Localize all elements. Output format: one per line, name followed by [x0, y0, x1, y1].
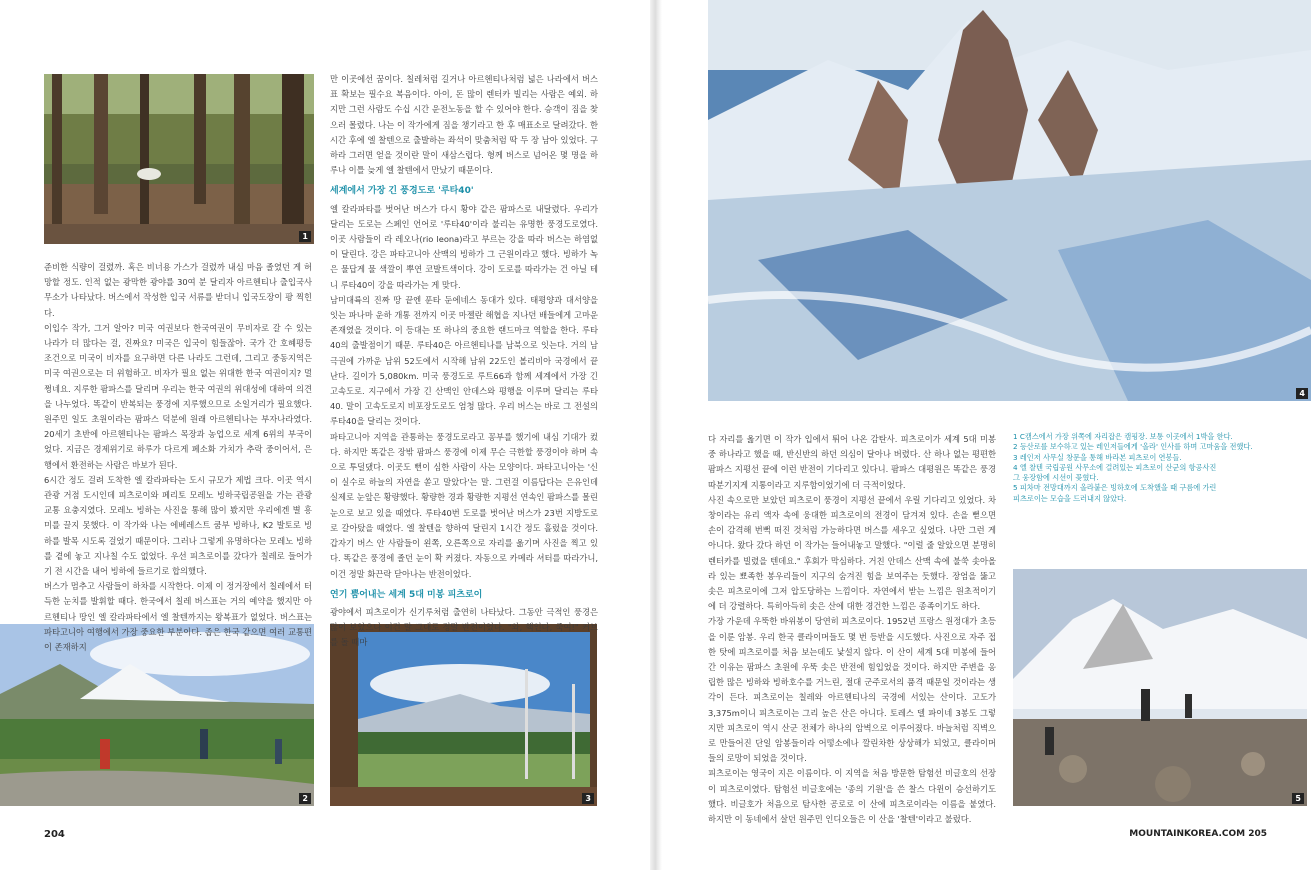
right-page-column: [708, 432, 996, 825]
article-paragraph: 파타고니아 지역을 관통하는 풍경도로라고 꽁부를 했기에 내심 기대가 컸다. 하지만 똑같은 장밖 팜파스 풍경에 이제 무슨 극한할 풍경이야 하며 속으로 투덜댔다. 이곳도 뻔이 심한 사람이 사는 모양이다. 파타고니아는 '신이 실수로 하늘의 자연을 쏟고 말았다'는 말. 그런걸 이름답다는 은유인데 실제로 눈앞은 황량했다. 황량한 경과 황량한 지평선 연속인 팜파스를 몰린 눈으로 보고 있을 때였다. 루타40번 도로를 벗어난 버스가 23번 지방도로로 갈아탔을 때였다. 엘 찰텐을 향하여 달린지 1시간 정도 흘렀을 것이다. 갑자기 버스 안 사람들이 왼쪽, 오른쪽으로 자리를 옮기며 사진을 찍고 있다. 똑같은 풍경에 졸던 눈이 확 커졌다. 자동으로 카메라 셔터를 따라가니, 이건 정말 화끈락 닫아나는 반전이었다.: [330, 431, 598, 579]
article-paragraph: 피츠로이는 영국이 지은 이름이다. 이 지역을 처음 방문한 탐험선 비글호의 선장이 피츠로이였다. 탐험선 비글호에는 '종의 기원'을 쓴 찰스 다윈이 승선하기도 했다. 비글호가 처음으로 탐사한 공로로 이 산에 피츠로이라는 이름을 붙였다. 하지만 이 동네에서 살던 원주민 인디오들은 이 산을 '찰텐'이라고 불렀다.: [708, 768, 996, 825]
page-gutter: [650, 0, 662, 870]
photo-captions: [1013, 432, 1253, 504]
caption-line: 피츠로이는 모습을 드러내지 않았다.: [1013, 493, 1127, 503]
photo-glacier-viewpoint: [1013, 569, 1307, 806]
section-heading-fitzroy: 연기 뿜어내는 세계 5대 미봉 피츠로이: [330, 589, 483, 600]
caption-line: 그 웅장함에 시선이 꽂혔다.: [1013, 473, 1099, 483]
photo-number-1: 1: [299, 231, 311, 242]
photo-number-3: 3: [582, 793, 594, 804]
photo-number-4: 4: [1296, 388, 1308, 399]
section-heading-route40: 세계에서 가장 긴 풍경도로 '루타40': [330, 186, 474, 197]
article-paragraph: 광야에서 피츠로이가 신기루처럼 출연히 나타났다. 그동안 극적인 풍경은 많이 보았으나 이건 말 그대로 정말 반전이었다. "와, 핵인다, 죽여!" 커브를 돌 때마: [330, 606, 598, 648]
photo-number-5: 5: [1292, 793, 1304, 804]
page-folio-right: MOUNTAINKOREA.COM 205: [1129, 829, 1267, 839]
article-paragraph: 만 이곳에선 꿈이다. 칠레처럼 길거나 아르헨티나처럼 넓은 나라에서 버스표 확보는 필수요 복음이다. 아이, 돈 많이 렌터카 빌리는 사람은 예외. 하지만 그런 사람도 수십 시간 운전노동을 할 수 있어야 한다. 승객이 짐을 찾으러 몰렸다. 나는 이 작가에게 짐을 챙기라고 한 후 매표소로 달려갔다. 한 시간 후에 엘 찰텐으로 출발하는 좌석이 맞춤처럼 딱 두 장 남아 있었다. 구하라 그러면 얻을 것이란 말이 새삼스럽다. 형께 버스로 넘어온 몇 명을 하루나 이틀 늦게 엘 찰텐에서 만났기 때문이다.: [330, 74, 598, 176]
caption-line: 4 엘 찰텐 국립공원 사무소에 걸려있는 피츠로이 산군의 항공사진: [1013, 462, 1217, 472]
article-paragraph: 남미대륙의 진짜 땅 끝엔 푼타 둔에네스 동대가 있다. 태평양과 대서양을 잇는 파나마 운하 개통 전까지 이곳 마젤란 해협을 지나던 배들에게 고마운 존재였을 것이다. 이 등대는 또 하나의 중요한 랜드마크 역할을 한다. 루타40의 출발점이기 때문. 루타40은 아르헨티나를 남북으로 잇는다. 거의 남극권에 가까운 남위 52도에서 시작해 남위 22도인 볼리비아 국경에서 끝난다. 길이가 5,080km. 미국 풍경도로 루트66과 함께 세계에서 가장 긴 고속도로. 지구에서 가장 긴 산맥인 안데스와 평행을 이루며 달리는 루타40. 말이 고속도로지 비포장도로도 엄청 많다. 우리 버스는 바로 그 전설의 루타40을 달리는 것이다.: [330, 294, 598, 427]
article-paragraph: 6시간 정도 걸려 도착한 엘 칼라파타는 도시 규모가 제법 크다. 이곳 역시 관광 거점 도시인데 피츠로이와 페리토 모레노 빙하국립공원을 가는 관광교통 요충지였다. 모레노 빙하는 사진을 통해 많이 봤지만 우리에겐 별 흥미를 끌지 못했다. 이 작가와 나는 에베레스트 쿰부 빙하나, K2 발토로 빙하를 발목 시도록 걸었기 때문이다. 그러나 그렇게 유명하다는 모레노 빙하를 곁에 놓고 지나칠 수도 없었다. 우선 피츠로이를 갔다가 칠레로 들어가기 전 시간을 내어 빙하에 들르기로 합의했다.: [44, 474, 312, 577]
photo-ranger-office-window: [330, 624, 597, 806]
photo-campsite-forest: [44, 74, 314, 244]
article-paragraph: 가장 가운데 우뚝한 바위봉이 당연히 피츠로이다. 1952년 프랑스 원정대가 초등을 이룬 암봉. 우리 한국 클라이머들도 몇 번 등반을 시도했다. 사진으로 자주 접한 탓에 피츠로이를 처음 보는데도 낯설지 않다. 이 산이 세계 5대 미봉에 들어간 이유는 팜파스 초원에 우뚝 솟은 반전에 힘입었을 것이다. 하지만 주변을 옹립한 많은 빙하와 빙하호수를 거느린, 절대 군주로서의 품격 때문일 것이라는 생각이 든다. 피츠로이는 칠레와 아르헨티나의 국경에 서있는 산이다. 고도가 3,375m이니 피츠로이는 그리 높은 산은 아니다. 토레스 델 파이네 3봉도 그렇지만 피츠로이 역시 산군 전체가 하나의 암벽으로 이루어졌다. 바늘처럼 직벽으로 만들어진 단일 암봉들이라 어떻소에나 깔린차한 상상해가 되었고, 클라이머들의 로망이 되었을 것이다.: [708, 616, 996, 764]
article-paragraph: 이입수 작가, 그거 알아? 미국 여권보다 한국여권이 무비자로 갈 수 있는 나라가 더 많다는 걸, 진짜요? 미국은 입국이 힘들잖아. 국가 간 호혜평등 조건으로 미국이 비자를 요구하면 다른 나라도 그런데, 그리고 중동지역은 미국 여권으로는 더 위험하고. 비자가 필요 없는 위대한 한국 여권이지? 멀쩡네요. 지루한 팜파스를 달리며 우리는 한국 여권의 위대성에 대하여 의견을 나누었다. 똑같이 반복되는 풍경에 지루했으므로 소일거리가 필요했다. 원주민 일도 초원이라는 팜파스 덕분에 원래 아르헨티나는 부자나라였다. 20세기 초반에 아르헨티나는 팜파스 목장과 농업으로 세계 6위의 부국이었다. 지금은 경제위기로 하루가 다르게 페소화 가치가 추락 중이어서, 은행에서 환전하는 사람은 바보가 된다.: [44, 322, 312, 470]
article-paragraph: 엘 칼라파타를 벗어난 버스가 다시 황야 같은 팜파스로 내달렸다. 우리가 달리는 도로는 스페인 언어로 '루타40'이라 불리는 유명한 풍경도로였다. 이곳 사람들이 라 레오나(rio leona)라고 부르는 강을 따라 버스는 하염없이 달린다. 강은 파타고니아 산맥의 빙하가 그 근원이라고 했다. 빙하가 녹은 물답게 물 색깔이 뿌연 코발트색이다. 강이 도로를 따라가는 건 아닐 테니 루타40이 강을 따라가는 게 맞다.: [330, 203, 598, 290]
article-paragraph: 버스가 멈추고 사람들이 하차를 시작한다. 이제 이 정거장에서 칠레에서 터득한 눈치를 발휘할 때다. 한국에서 칠레 버스표는 거의 예약을 했지만 아르헨티나 땅인 엘 칼라파타에서 엘 찰텐까지는 왕복표가 없었다. 버스표는 파타고니아 여행에서 가장 중요한 부분이다. 좁은 한국 같으면 여러 교통편이 존재하지: [44, 581, 312, 653]
article-paragraph: 준비한 식량이 걸렸까. 혹은 비너용 가스가 걸렸까 내심 마음 졸였던 게 허망할 정도. 인적 없는 광막한 광야를 30여 분 달리자 아르헨티나 출입국사무소가 나타났다. 버스에서 작성한 입국 서류를 받더니 입국도장이 팡 찍힌다.: [44, 262, 312, 318]
photo-fitzroy-aerial: [708, 0, 1311, 401]
article-paragraph: 다 자리를 옮기면 이 작가 입에서 튀어 나온 감탄사. 피츠로이가 세계 5대 미봉 중 하나라고 했을 때, 반신반의 하던 의심이 달아나 버렸다. 산 하나 없는 평편한 팜파스 지평선 끝에 이런 반전이 기다리고 있다니. 팜파스 대평원은 똑같은 풍경 따분기지게 지통이라고 지루함이었기에 더 극적이었다.: [708, 434, 996, 490]
left-page-column-1: [44, 260, 312, 653]
caption-line: 1 C캠스에서 가장 위쪽에 자리잡은 캠핑장. 보통 이곳에서 1박을 한다.: [1013, 432, 1233, 441]
caption-line: 3 레인저 사무실 창문을 통해 바라본 피츠로이 연봉들.: [1013, 452, 1182, 462]
photo-number-2: 2: [299, 793, 311, 804]
left-page-column-2: [330, 72, 598, 648]
caption-line: 2 등산로를 보수하고 있는 레인저들에게 '올라' 인사를 하며 고마움을 전했다.: [1013, 442, 1253, 452]
article-paragraph: 사진 속으로만 보았던 피츠로이 풍경이 지평선 끝에서 우릴 기다리고 있었다. 차창이라는 유리 액자 속에 웅대한 피츠로이의 전경이 담겨져 있다. 손을 뻗으면 손이 감격해 번뻑 떠진 것처럼 가능하다면 버스를 세우고 싶었다. 나만 그런 게 아니다. 왔다 갔다 하던 이 작가는 들어내놓고 말했다. "이럴 줄 알았으면 분명히 렌터카를 빌렸을 텐데요." 후회가 막심하다. 거친 안데스 산맥 속에 불쑥 솟아올라 있는 뾰족한 봉우리들이 지구의 숨겨진 힘을 보여주는 듯했다. 장엄을 뚫고 솟은 피츠로이에 그저 압도당하는 느낌이다. 자연에서 받는 느낌은 원초적이기에 더 강렬하다. 특히아득히 솟은 산에 대한 경건한 느낌은 종족이기도 하다.: [708, 494, 996, 612]
page-number-left: 204: [44, 829, 65, 840]
caption-line: 5 피차마 전망대까지 올라붙은 빙하호에 도착했을 때 구름에 가린: [1013, 483, 1217, 493]
